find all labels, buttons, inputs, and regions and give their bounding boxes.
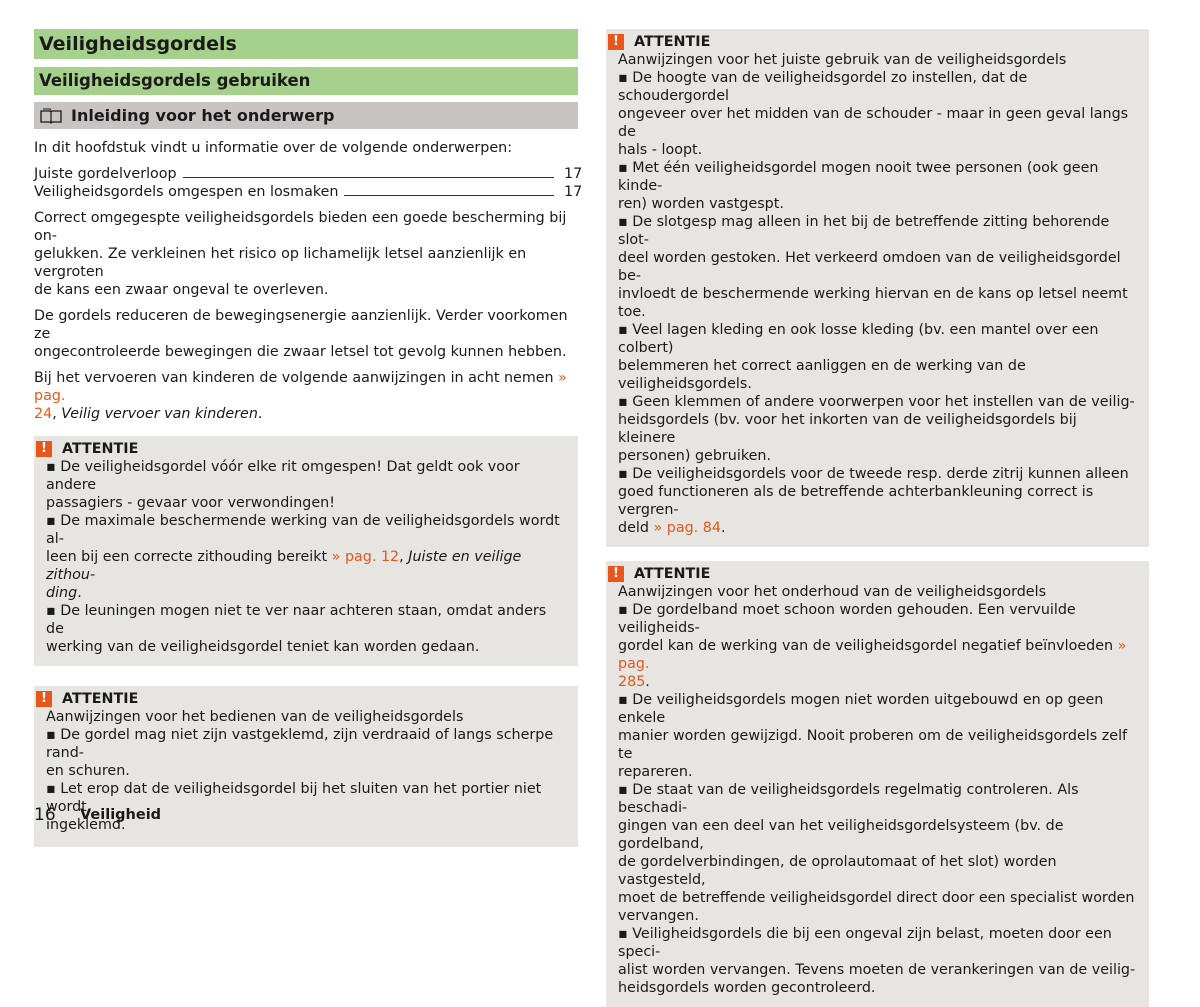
exclamation-icon: ! bbox=[608, 566, 624, 582]
warning-box bbox=[606, 561, 1149, 1007]
warning-title: ATTENTIE bbox=[62, 691, 139, 707]
page-footer bbox=[34, 805, 161, 825]
toc-entry-page: 17 bbox=[564, 166, 583, 182]
subsection-title bbox=[34, 102, 578, 129]
toc-entry-page: 17 bbox=[564, 184, 583, 200]
page-number: 16 bbox=[34, 805, 56, 825]
warning-title: ATTENTIE bbox=[62, 441, 139, 457]
toc-entry-label: Veiligheidsgordels omgespen en losmaken bbox=[34, 184, 339, 200]
toc-entry[interactable] bbox=[34, 165, 583, 183]
warning-text: Aanwijzingen voor het onderhoud van de veiligheidsgordels ▪ De gordelband moet schoon worden gehouden. Een vervuilde veiligheids- gordel kan de werking van de veiligheidsgordel negatief beïnvloeden » pag. 285. ▪ De veiligheidsgordels mogen niet worden uitgebouwd en op geen enkele manier worden gewijzigd. Nooit proberen om de veiligheidsgordels zelf te repareren. ▪ De staat van de veiligheidsgordels regelmatig controleren. Als beschadi- gingen van een deel van het veiligheidsgordelsysteem (bv. de gordelband, de gordelverbindingen, de oprolautomaat of het slot) worden vastgesteld, moet de betreffende veiligheidsgordel direct door een specialist worden vervangen. ▪ Veiligheidsgordels die bij een ongeval zijn belast, moeten door een speci- alist worden vervangen. Tevens moeten de verankeringen van de veilig- heidsgordels worden gecontroleerd. bbox=[618, 584, 1136, 996]
page-link-number[interactable]: 285 bbox=[618, 674, 646, 690]
subsection-title-text: Inleiding voor het onderwerp bbox=[71, 106, 335, 125]
paragraph-children: Bij het vervoeren van kinderen de volgende aanwijzingen in acht nemen » pag. 24, Veilig vervoer van kinderen. bbox=[34, 370, 567, 422]
toc-leader bbox=[183, 177, 554, 178]
page-link[interactable]: » pag. 84 bbox=[653, 520, 721, 536]
warning-text: Aanwijzingen voor het juiste gebruik van de veiligheidsgordels ▪ De hoogte van de veiligheidsgordel zo instellen, dat de schoudergordel ongeveer over het midden van de schouder - maar in geen geval langs de hals - loopt. ▪ Met één veiligheidsgordel mogen nooit twee personen (ook geen kinde- ren) worden vastgespt. ▪ De slotgesp mag alleen in het bij de betreffende zitting behorende slot- deel worden gestoken. Het verkeerd omdoen van de veiligheidsgordel be- invloedt de beschermende werking hiervan en de kans op letsel neemt toe. ▪ Veel lagen kleding en ook losse kleding (bv. een mantel over een colbert) belemmeren het correct aanliggen en de werking van de veiligheidsgordels. ▪ Geen klemmen of andere voorwerpen voor het instellen van de veilig- heidsgordels (bv. voor het inkorten van de veiligheidsgordels bij kleinere personen) gebruiken. ▪ De veiligheidsgordels voor de tweede resp. derde zitrij kunnen alleen goed functioneren als de betreffende achterbankleuning correct is vergren- deld » pag. 84. bbox=[618, 52, 1135, 536]
footer-section: Veiligheid bbox=[80, 807, 162, 823]
page-link[interactable]: » pag. 12 bbox=[331, 549, 400, 565]
exclamation-icon: ! bbox=[608, 34, 624, 50]
page-link[interactable]: » pag. bbox=[618, 638, 1127, 672]
warning-title: ATTENTIE bbox=[634, 566, 711, 582]
table-of-contents bbox=[34, 165, 583, 201]
warning-box bbox=[606, 29, 1149, 547]
warning-title: ATTENTIE bbox=[634, 34, 711, 50]
toc-leader bbox=[344, 195, 554, 196]
right-column bbox=[606, 29, 1149, 1007]
paragraph-protection: Correct omgegespte veiligheidsgordels bieden een goede bescherming bij on- gelukken. Ze verkleinen het risico op lichamelijk letsel aanzienlijk en vergroten de kans een zwaar ongeval te overleven. bbox=[34, 210, 567, 298]
chapter-title: Veiligheidsgordels bbox=[34, 29, 578, 59]
section-title: Veiligheidsgordels gebruiken bbox=[34, 67, 578, 95]
left-column bbox=[34, 29, 583, 847]
book-icon bbox=[39, 108, 63, 124]
warning-header bbox=[36, 440, 566, 458]
intro-text: In dit hoofdstuk vindt u informatie over de volgende onderwerpen: bbox=[34, 140, 513, 156]
warning-text: ▪ De veiligheidsgordel vóór elke rit omgespen! Dat geldt ook voor andere passagiers - gevaar voor verwondingen! ▪ De maximale beschermende werking van de veiligheidsgordels wordt al- leen bij een correcte zithouding bereikt » pag. 12, Juiste en veilige zithou- ding. ▪ De leuningen mogen niet te ver naar achteren staan, omdat anders de werking van de veiligheidsgordel teniet kan worden gedaan. bbox=[46, 459, 560, 655]
warning-box bbox=[34, 436, 578, 666]
warning-header bbox=[36, 690, 566, 708]
warning-text: Aanwijzingen voor het bedienen van de veiligheidsgordels ▪ De gordel mag niet zijn vastgeklemd, zijn verdraaid of langs scherpe rand- en schuren. ▪ Let erop dat de veiligheidsgordel bij het sluiten van het portier niet wordt ingeklemd. bbox=[46, 709, 554, 833]
exclamation-icon: ! bbox=[36, 441, 52, 457]
page-link[interactable]: » pag. bbox=[34, 370, 567, 404]
warning-header bbox=[608, 565, 1137, 583]
toc-entry-label: Juiste gordelverloop bbox=[34, 166, 177, 182]
exclamation-icon: ! bbox=[36, 691, 52, 707]
paragraph-energy: De gordels reduceren de bewegingsenergie aanzienlijk. Verder voorkomen ze ongecontroleerde bewegingen die zwaar letsel tot gevolg kunnen hebben. bbox=[34, 308, 568, 360]
warning-header bbox=[608, 33, 1137, 51]
page-link-number[interactable]: 24 bbox=[34, 406, 53, 422]
toc-entry[interactable] bbox=[34, 183, 583, 201]
